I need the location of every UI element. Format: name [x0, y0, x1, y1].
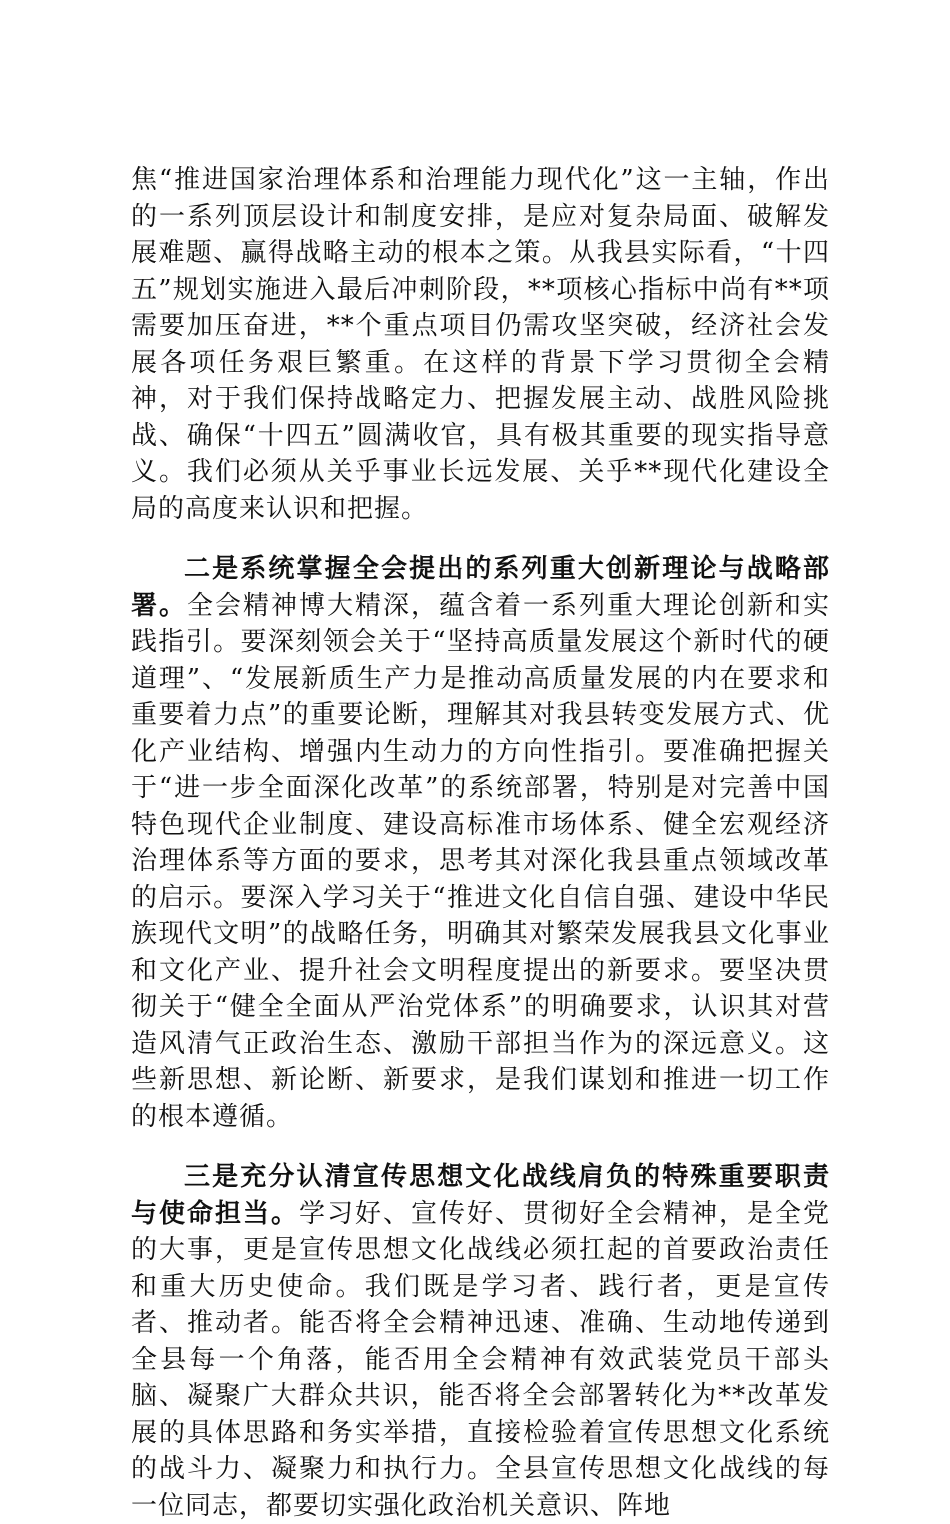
paragraph-1 [131, 162, 830, 527]
paragraph-3-text: 学习好、宣传好、贯彻好全会精神，是全党的大事，更是宣传思想文化战线必须扛起的首要政治责任和重大历史使命。我们既是学习者、践行者，更是宣传者、推动者。能否将全会精神迅速、准确、生动地传递到全县每一个角落，能否用全会精神有效武装党员干部头脑、凝聚广大群众共识，能否将全会部署转化为**改革发展的具体思路和务实举措，直接检验着宣传思想文化系统的战斗力、凝聚力和执行力。全县宣传思想文化战线的每一位同志，都要切实强化政治机关意识、阵地 [131, 1198, 830, 1521]
paragraph-2-text: 全会精神博大精深，蕴含着一系列重大理论创新和实践指引。要深刻领会关于“坚持高质量发展这个新时代的硬道理”、“发展新质生产力是推动高质量发展的内在要求和重要着力点”的重要论断，理解其对我县转变发展方式、优化产业结构、增强内生动力的方向性指引。要准确把握关于“进一步全面深化改革”的系统部署，特别是对完善中国特色现代企业制度、建设高标准市场体系、健全宏观经济治理体系等方面的要求，思考其对深化我县重点领域改革的启示。要深入学习关于“推进文化自信自强、建设中华民族现代文明”的战略任务，明确其对繁荣发展我县文化事业和文化产业、提升社会文明程度提出的新要求。要坚决贯彻关于“健全全面从严治党体系”的明确要求，认识其对营造风清气正政治生态、激励干部担当作为的深远意义。这些新思想、新论断、新要求，是我们谋划和推进一切工作的根本遵循。 [131, 590, 830, 1132]
paragraph-2-heading: 二是系统掌握全会提出的系列重大创新理论与战略部署。 [131, 554, 830, 621]
paragraph-3 [131, 1159, 830, 1524]
document-body [131, 162, 830, 1524]
paragraph-3-heading: 三是充分认清宣传思想文化战线肩负的特殊重要职责与使命担当。 [131, 1162, 830, 1229]
paragraph-2 [131, 551, 830, 1135]
paragraph-1-text: 焦“推进国家治理体系和治理能力现代化”这一主轴，作出的一系列顶层设计和制度安排，是应对复杂局面、破解发展难题、赢得战略主动的根本之策。从我县实际看，“十四五”规划实施进入最后冲刺阶段，**项核心指标中尚有**项需要加压奋进，**个重点项目仍需攻坚突破，经济社会发展各项任务艰巨繁重。在这样的背景下学习贯彻全会精神，对于我们保持战略定力、把握发展主动、战胜风险挑战、确保“十四五”圆满收官，具有极其重要的现实指导意义。我们必须从关乎事业长远发展、关乎**现代化建设全局的高度来认识和把握。 [131, 165, 830, 524]
